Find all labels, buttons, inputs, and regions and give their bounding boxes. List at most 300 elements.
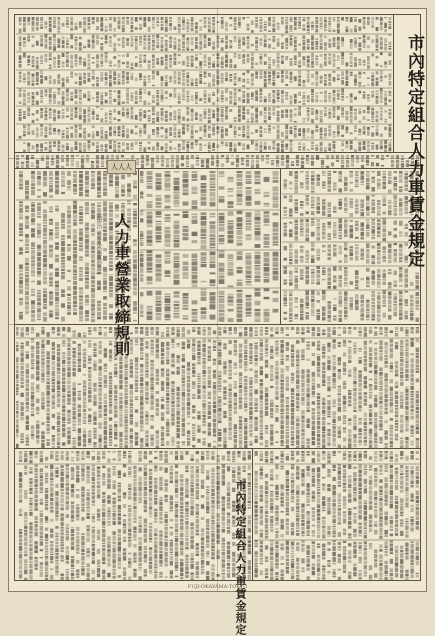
text-glyph bbox=[294, 40, 297, 44]
text-glyph bbox=[275, 417, 278, 422]
text-glyph bbox=[79, 93, 82, 95]
text-glyph bbox=[384, 119, 387, 121]
text-glyph bbox=[264, 131, 267, 133]
text-glyph bbox=[217, 22, 220, 23]
text-glyph bbox=[213, 423, 216, 428]
text-glyph bbox=[221, 142, 224, 144]
text-glyph bbox=[133, 211, 137, 213]
text-glyph bbox=[191, 142, 194, 146]
text-glyph bbox=[261, 158, 264, 161]
text-glyph bbox=[312, 421, 315, 425]
text-glyph bbox=[19, 36, 22, 41]
text-glyph bbox=[73, 312, 77, 315]
text-glyph bbox=[182, 423, 185, 427]
text-glyph bbox=[388, 189, 392, 193]
text-glyph bbox=[405, 352, 408, 357]
text-glyph bbox=[210, 192, 216, 197]
text-glyph bbox=[367, 36, 370, 40]
text-glyph bbox=[273, 213, 279, 216]
text-glyph bbox=[23, 41, 26, 44]
text-glyph bbox=[256, 164, 259, 168]
text-glyph bbox=[367, 78, 370, 79]
text-glyph bbox=[333, 267, 337, 271]
text-glyph bbox=[296, 401, 299, 405]
text-glyph bbox=[96, 160, 99, 164]
text-glyph bbox=[379, 428, 382, 430]
text-glyph bbox=[361, 258, 365, 260]
text-glyph bbox=[383, 228, 387, 232]
text-glyph bbox=[249, 392, 252, 396]
text-glyph bbox=[187, 411, 190, 415]
text-glyph bbox=[143, 114, 146, 118]
text-glyph bbox=[346, 116, 349, 121]
text-glyph bbox=[377, 219, 381, 222]
text-glyph bbox=[161, 60, 164, 65]
text-glyph bbox=[320, 118, 323, 122]
text-glyph bbox=[270, 442, 273, 446]
text-glyph bbox=[25, 266, 29, 271]
text-glyph bbox=[178, 62, 181, 64]
text-glyph bbox=[268, 125, 271, 127]
text-glyph bbox=[135, 132, 138, 134]
text-glyph bbox=[383, 198, 387, 203]
text-glyph bbox=[174, 75, 177, 79]
text-glyph bbox=[25, 258, 29, 262]
text-glyph bbox=[199, 98, 202, 101]
text-glyph bbox=[210, 238, 216, 240]
text-glyph bbox=[183, 305, 189, 307]
text-glyph bbox=[25, 278, 29, 283]
text-glyph bbox=[265, 360, 268, 364]
fare-table-top bbox=[16, 16, 392, 152]
text-glyph bbox=[343, 345, 346, 347]
text-glyph bbox=[255, 71, 258, 75]
text-glyph bbox=[286, 155, 289, 159]
text-glyph bbox=[49, 141, 52, 144]
text-glyph bbox=[366, 196, 370, 201]
text-glyph bbox=[343, 420, 346, 422]
text-glyph bbox=[246, 260, 252, 265]
text-glyph bbox=[208, 17, 211, 21]
text-glyph bbox=[97, 304, 101, 306]
text-glyph bbox=[234, 444, 237, 448]
text-glyph bbox=[371, 25, 374, 29]
text-glyph bbox=[395, 408, 398, 410]
text-glyph bbox=[281, 361, 284, 365]
text-glyph bbox=[75, 63, 78, 65]
text-glyph bbox=[371, 111, 374, 115]
text-glyph bbox=[229, 125, 232, 128]
text-glyph bbox=[210, 247, 216, 249]
text-glyph bbox=[281, 71, 284, 74]
text-glyph bbox=[322, 199, 326, 201]
text-glyph bbox=[197, 359, 200, 361]
text-glyph bbox=[23, 150, 26, 152]
text-glyph bbox=[88, 17, 91, 22]
text-glyph bbox=[327, 333, 330, 337]
text-glyph bbox=[301, 327, 304, 331]
text-glyph bbox=[268, 112, 271, 115]
text-glyph bbox=[348, 392, 351, 395]
text-glyph bbox=[217, 53, 220, 56]
text-glyph bbox=[285, 109, 288, 113]
text-glyph bbox=[27, 17, 30, 22]
text-glyph bbox=[376, 119, 379, 123]
text-glyph bbox=[363, 110, 366, 113]
text-glyph bbox=[239, 353, 242, 358]
text-glyph bbox=[244, 444, 247, 448]
text-glyph bbox=[273, 171, 279, 176]
text-glyph bbox=[344, 267, 348, 269]
text-glyph bbox=[294, 108, 297, 110]
text-glyph bbox=[118, 99, 121, 100]
text-glyph bbox=[324, 74, 327, 76]
text-glyph bbox=[237, 282, 243, 286]
text-glyph bbox=[57, 129, 60, 132]
text-glyph bbox=[96, 131, 99, 136]
text-glyph bbox=[242, 73, 245, 76]
text-glyph bbox=[405, 421, 408, 422]
text-glyph bbox=[156, 221, 162, 222]
text-glyph bbox=[296, 427, 299, 429]
text-glyph bbox=[61, 294, 65, 297]
text-glyph bbox=[324, 133, 327, 136]
text-glyph bbox=[380, 37, 383, 40]
text-glyph bbox=[139, 134, 142, 136]
text-glyph bbox=[212, 61, 215, 63]
text-glyph bbox=[182, 347, 185, 350]
text-glyph bbox=[359, 380, 362, 382]
text-glyph bbox=[385, 430, 388, 435]
text-glyph bbox=[416, 411, 419, 413]
text-glyph bbox=[109, 180, 113, 184]
text-glyph bbox=[394, 195, 398, 200]
text-glyph bbox=[183, 315, 189, 317]
text-glyph bbox=[350, 74, 353, 76]
text-glyph bbox=[229, 74, 232, 76]
text-glyph bbox=[143, 17, 146, 22]
text-glyph bbox=[182, 46, 185, 48]
text-glyph bbox=[416, 297, 420, 299]
text-glyph bbox=[146, 155, 149, 158]
text-glyph bbox=[195, 130, 198, 133]
text-glyph bbox=[228, 296, 234, 298]
text-glyph bbox=[384, 38, 387, 43]
text-glyph bbox=[228, 195, 234, 196]
text-glyph bbox=[244, 358, 247, 360]
text-glyph bbox=[275, 375, 278, 379]
text-glyph bbox=[121, 203, 125, 204]
text-glyph bbox=[312, 426, 315, 431]
text-glyph bbox=[380, 113, 383, 116]
text-glyph bbox=[395, 423, 398, 425]
text-glyph bbox=[339, 315, 343, 318]
text-glyph bbox=[49, 313, 53, 317]
text-glyph bbox=[394, 307, 398, 312]
text-glyph bbox=[255, 271, 261, 274]
text-glyph bbox=[49, 232, 53, 235]
text-glyph bbox=[341, 71, 344, 76]
text-glyph bbox=[247, 54, 250, 57]
text-glyph bbox=[41, 158, 44, 162]
text-glyph bbox=[255, 345, 258, 350]
text-glyph bbox=[369, 422, 372, 425]
text-glyph bbox=[394, 252, 398, 256]
text-glyph bbox=[285, 148, 288, 150]
text-glyph bbox=[182, 117, 185, 121]
text-glyph bbox=[91, 178, 95, 183]
text-glyph bbox=[341, 125, 344, 130]
text-glyph bbox=[291, 353, 294, 355]
text-glyph bbox=[46, 155, 49, 160]
text-glyph bbox=[315, 20, 318, 25]
text-glyph bbox=[328, 93, 331, 94]
text-glyph bbox=[379, 353, 382, 355]
text-glyph bbox=[311, 207, 315, 208]
text-glyph bbox=[281, 332, 284, 334]
text-glyph bbox=[294, 55, 297, 60]
text-glyph bbox=[73, 171, 77, 173]
text-glyph bbox=[311, 89, 314, 93]
text-glyph bbox=[355, 171, 359, 174]
text-glyph bbox=[377, 305, 381, 310]
text-glyph bbox=[333, 30, 336, 32]
text-glyph bbox=[174, 27, 177, 31]
text-glyph bbox=[350, 44, 353, 47]
text-glyph bbox=[201, 256, 207, 261]
text-glyph bbox=[364, 367, 367, 372]
text-glyph bbox=[281, 380, 284, 382]
text-glyph bbox=[317, 211, 321, 214]
text-glyph bbox=[346, 20, 349, 21]
text-glyph bbox=[296, 418, 299, 422]
text-glyph bbox=[385, 327, 388, 331]
text-glyph bbox=[96, 155, 99, 159]
text-glyph bbox=[260, 142, 263, 144]
text-glyph bbox=[70, 17, 73, 21]
text-glyph bbox=[339, 175, 343, 177]
text-glyph bbox=[244, 423, 247, 425]
text-glyph bbox=[328, 310, 332, 314]
text-glyph bbox=[306, 202, 310, 205]
text-glyph bbox=[405, 406, 408, 410]
text-glyph bbox=[383, 302, 387, 304]
text-glyph bbox=[100, 148, 103, 151]
text-glyph bbox=[96, 106, 99, 108]
text-glyph bbox=[380, 46, 383, 49]
text-glyph bbox=[379, 376, 382, 379]
text-glyph bbox=[296, 362, 299, 363]
text-glyph bbox=[277, 117, 280, 122]
text-glyph bbox=[307, 29, 310, 31]
text-glyph bbox=[333, 224, 337, 226]
text-glyph bbox=[366, 164, 369, 166]
text-glyph bbox=[197, 344, 200, 347]
text-glyph bbox=[79, 306, 83, 310]
text-glyph bbox=[249, 424, 252, 429]
text-glyph bbox=[218, 408, 221, 412]
text-glyph bbox=[118, 20, 121, 24]
text-glyph bbox=[182, 99, 185, 100]
text-glyph bbox=[197, 341, 200, 344]
text-glyph bbox=[183, 184, 189, 188]
text-glyph bbox=[36, 77, 39, 82]
text-glyph bbox=[70, 133, 73, 138]
text-glyph bbox=[346, 62, 349, 66]
text-glyph bbox=[19, 88, 22, 92]
text-glyph bbox=[246, 275, 252, 278]
text-glyph bbox=[135, 42, 138, 44]
text-glyph bbox=[49, 229, 53, 231]
text-glyph bbox=[109, 110, 112, 112]
text-glyph bbox=[27, 76, 30, 80]
text-glyph bbox=[203, 327, 206, 329]
text-glyph bbox=[45, 114, 48, 117]
text-glyph bbox=[174, 186, 180, 191]
text-glyph bbox=[192, 240, 198, 243]
text-glyph bbox=[187, 416, 190, 418]
text-glyph bbox=[191, 23, 194, 25]
text-glyph bbox=[213, 446, 216, 448]
text-glyph bbox=[281, 383, 284, 386]
text-glyph bbox=[320, 136, 323, 139]
text-glyph bbox=[174, 238, 180, 239]
text-glyph bbox=[326, 155, 329, 159]
text-glyph bbox=[327, 416, 330, 418]
text-glyph bbox=[165, 114, 168, 118]
text-glyph bbox=[156, 264, 162, 268]
text-glyph bbox=[103, 223, 107, 226]
text-glyph bbox=[191, 41, 194, 45]
text-glyph bbox=[272, 127, 275, 129]
text-glyph bbox=[126, 88, 129, 91]
text-glyph bbox=[66, 116, 69, 118]
text-glyph bbox=[79, 42, 82, 46]
text-glyph bbox=[122, 62, 125, 64]
text-glyph bbox=[183, 318, 189, 319]
text-glyph bbox=[286, 377, 289, 380]
text-glyph bbox=[322, 444, 325, 448]
text-glyph bbox=[416, 427, 419, 430]
text-glyph bbox=[169, 81, 172, 83]
text-glyph bbox=[416, 368, 419, 369]
text-glyph bbox=[122, 55, 125, 57]
text-glyph bbox=[223, 441, 226, 443]
text-glyph bbox=[389, 46, 392, 47]
text-glyph bbox=[126, 101, 129, 104]
text-glyph bbox=[201, 165, 204, 168]
text-glyph bbox=[83, 109, 86, 114]
text-glyph bbox=[410, 295, 414, 298]
text-glyph bbox=[394, 243, 398, 245]
text-glyph bbox=[223, 387, 226, 391]
text-glyph bbox=[109, 174, 113, 179]
text-glyph bbox=[169, 127, 172, 131]
text-glyph bbox=[338, 431, 341, 435]
text-glyph bbox=[307, 44, 310, 46]
text-glyph bbox=[242, 107, 245, 111]
text-glyph bbox=[192, 220, 198, 224]
text-glyph bbox=[23, 103, 26, 105]
text-glyph bbox=[260, 22, 263, 24]
text-glyph bbox=[140, 231, 143, 232]
text-glyph bbox=[376, 99, 379, 104]
text-glyph bbox=[191, 37, 194, 41]
text-glyph bbox=[260, 395, 263, 400]
text-glyph bbox=[73, 174, 77, 178]
text-glyph bbox=[174, 195, 180, 196]
text-glyph bbox=[239, 446, 242, 449]
text-glyph bbox=[177, 343, 180, 344]
text-glyph bbox=[91, 207, 95, 209]
text-glyph bbox=[239, 438, 242, 440]
text-glyph bbox=[291, 396, 294, 399]
text-glyph bbox=[210, 234, 216, 237]
text-glyph bbox=[291, 415, 294, 419]
text-glyph bbox=[195, 100, 198, 102]
text-glyph bbox=[394, 234, 398, 237]
text-glyph bbox=[212, 41, 215, 45]
text-glyph bbox=[109, 116, 112, 120]
text-glyph bbox=[241, 163, 244, 165]
text-glyph bbox=[411, 435, 414, 437]
text-glyph bbox=[276, 160, 279, 164]
text-glyph bbox=[289, 199, 293, 203]
text-glyph bbox=[286, 380, 289, 382]
text-glyph bbox=[377, 274, 381, 278]
text-glyph bbox=[152, 26, 155, 28]
text-glyph bbox=[265, 352, 268, 355]
text-glyph bbox=[296, 385, 299, 389]
text-glyph bbox=[201, 186, 207, 188]
text-glyph bbox=[174, 178, 180, 180]
text-glyph bbox=[81, 164, 84, 168]
text-glyph bbox=[307, 330, 310, 333]
text-glyph bbox=[45, 34, 48, 38]
text-glyph bbox=[19, 136, 22, 139]
text-glyph bbox=[344, 285, 348, 287]
text-glyph bbox=[40, 43, 43, 46]
text-glyph bbox=[178, 44, 181, 46]
text-glyph bbox=[81, 155, 84, 158]
text-glyph bbox=[388, 260, 392, 263]
text-glyph bbox=[333, 405, 336, 407]
text-glyph bbox=[394, 221, 398, 225]
text-glyph bbox=[27, 143, 30, 147]
text-glyph bbox=[337, 45, 340, 49]
text-glyph bbox=[213, 349, 216, 351]
text-glyph bbox=[273, 222, 279, 227]
text-glyph bbox=[337, 116, 340, 120]
text-glyph bbox=[176, 165, 179, 169]
text-glyph bbox=[343, 405, 346, 409]
text-glyph bbox=[355, 250, 359, 255]
text-glyph bbox=[260, 42, 263, 46]
text-glyph bbox=[247, 46, 250, 49]
text-glyph bbox=[165, 296, 171, 298]
text-glyph bbox=[298, 17, 301, 18]
text-glyph bbox=[249, 407, 252, 410]
text-glyph bbox=[238, 142, 241, 146]
text-glyph bbox=[317, 406, 320, 409]
text-glyph bbox=[183, 308, 189, 310]
text-glyph bbox=[286, 439, 289, 444]
border-rule bbox=[14, 14, 421, 15]
text-glyph bbox=[109, 80, 112, 82]
text-glyph bbox=[156, 155, 159, 160]
text-glyph bbox=[187, 435, 190, 437]
text-glyph bbox=[177, 346, 180, 348]
